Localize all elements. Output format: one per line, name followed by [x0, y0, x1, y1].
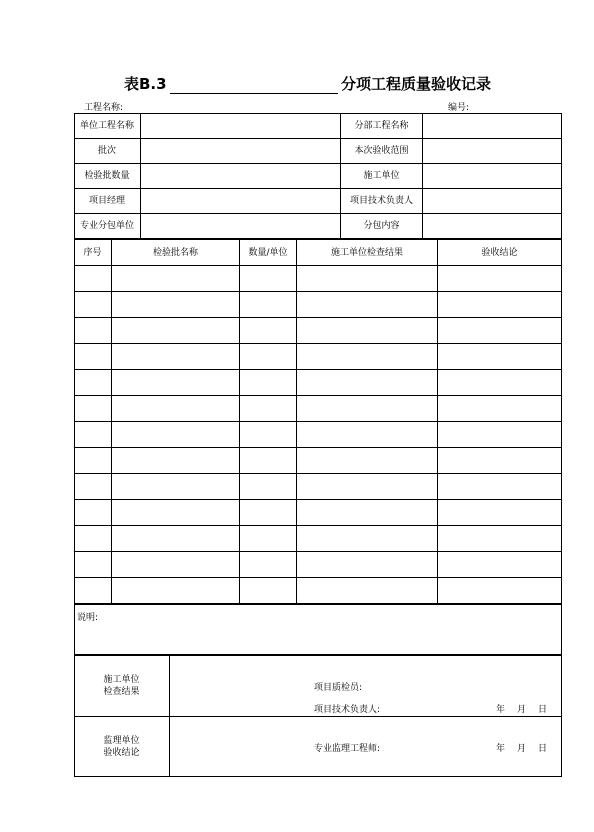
supervision-year-label: 年	[496, 744, 506, 754]
col-header-check-result: 施工单位检查结果	[330, 247, 403, 258]
value-batch[interactable]	[141, 139, 340, 163]
title-blank-line[interactable]	[170, 93, 338, 94]
construction-year-label: 年	[496, 705, 506, 715]
table-row[interactable]	[75, 266, 561, 291]
number-label: 编号:	[448, 103, 470, 113]
notes-field[interactable]	[75, 605, 561, 654]
table-row[interactable]	[75, 292, 561, 317]
construction-day-label: 日	[538, 705, 548, 715]
value-subcontractor[interactable]	[141, 214, 340, 238]
value-technical-lead[interactable]	[423, 189, 561, 213]
col-header-lot-name: 检验批名称	[152, 247, 198, 258]
table-row[interactable]	[75, 448, 561, 473]
label-inspection-lot-count: 检验批数量	[84, 171, 130, 181]
label-batch: 批次	[97, 146, 116, 156]
tech-lead-signature-label: 项目技术负责人:	[314, 705, 381, 715]
acceptance-form	[74, 113, 562, 777]
value-unit-project-name[interactable]	[141, 114, 340, 138]
table-row[interactable]	[75, 396, 561, 421]
label-project-manager: 项目经理	[88, 196, 125, 206]
notes-label: 说明:	[77, 613, 99, 623]
supervision-unit-conclusion-label: 监理单位 验收结论	[103, 735, 140, 758]
col-header-conclusion: 验收结论	[481, 247, 518, 258]
quality-inspector-label: 项目质检员:	[314, 683, 363, 693]
project-name-label: 工程名称:	[84, 103, 124, 113]
form-title	[0, 73, 594, 97]
form-code: 表B.3	[124, 75, 167, 93]
label-subcontract-content: 分包内容	[363, 221, 400, 231]
table-row[interactable]	[75, 474, 561, 499]
construction-unit-check-label: 施工单位 检查结果	[103, 675, 140, 697]
value-construction-unit[interactable]	[423, 164, 561, 188]
value-subcontract-content[interactable]	[423, 214, 561, 238]
value-inspection-lot-count[interactable]	[141, 164, 340, 188]
table-row[interactable]	[75, 526, 561, 551]
table-row[interactable]	[75, 344, 561, 369]
label-technical-lead: 项目技术负责人	[349, 196, 413, 206]
value-division-project-name[interactable]	[423, 114, 561, 138]
supervision-month-label: 月	[517, 744, 527, 754]
label-acceptance-scope: 本次验收范围	[354, 146, 409, 156]
form-title-text: 分项工程质量验收记录	[341, 75, 492, 93]
label-division-project-name: 分部工程名称	[354, 121, 409, 131]
table-row[interactable]	[75, 552, 561, 577]
value-acceptance-scope[interactable]	[423, 139, 561, 163]
supervising-engineer-label: 专业监理工程师:	[314, 744, 381, 754]
supervision-day-label: 日	[538, 744, 548, 754]
table-row[interactable]	[75, 422, 561, 447]
table-row[interactable]	[75, 500, 561, 525]
label-construction-unit: 施工单位	[363, 171, 400, 181]
col-header-seq: 序号	[83, 247, 102, 258]
label-subcontractor: 专业分包单位	[79, 221, 134, 231]
table-row[interactable]	[75, 318, 561, 343]
table-row[interactable]	[75, 578, 561, 603]
table-row[interactable]	[75, 370, 561, 395]
col-header-quantity-unit: 数量/单位	[248, 247, 288, 258]
value-project-manager[interactable]	[141, 189, 340, 213]
label-unit-project-name: 单位工程名称	[79, 121, 134, 131]
construction-month-label: 月	[517, 705, 527, 715]
